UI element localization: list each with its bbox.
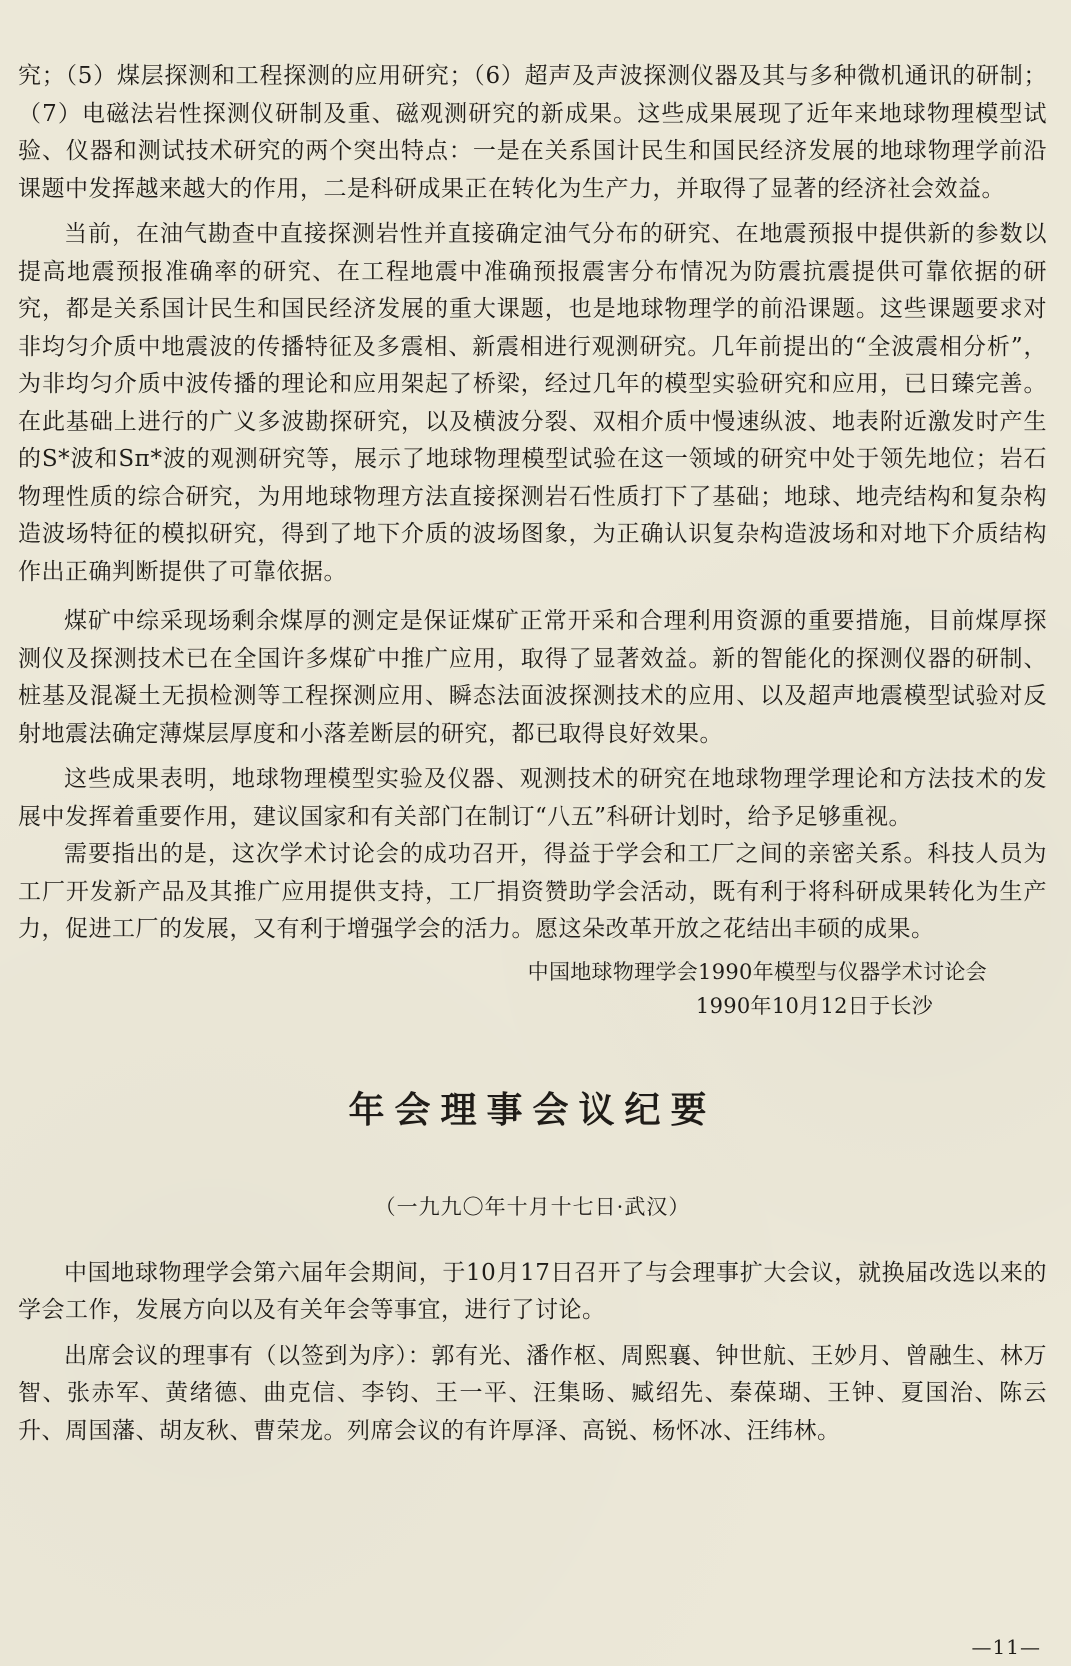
signature-date-place: 1990年10月12日于长沙 — [695, 993, 933, 1018]
paragraph-research-frontier: 当前，在油气勘查中直接探测岩性并直接确定油气分布的研究、在地震预报中提供新的参数以提高地震预报准确率的研究、在工程地震中准确预报震害分布情况为防震抗震提供可靠依据的研究，都是关系国计民生和国民经济发展的重大课题，也是地球物理学的前沿课题。这些课题要求对非均匀介质中地震波的传播特征及多震相、新震相进行观测研究。几年前提出的“全波震相分析”，为非均匀介质中波传播的理论和应用架起了桥梁，经过几年的模型实验研究和应用，已日臻完善。在此基础上进行的广义多波勘探研究，以及横波分裂、双相介质中慢速纵波、地表附近激发时产生的S*波和Sп*波的观测研究等，展示了地球物理模型试验在这一领域的研究中处于领先地位；岩石物理性质的综合研究，为用地球物理方法直接探测岩石性质打下了基础；地球、地壳结构和复杂构造波场特征的模拟研究，得到了地下介质的波场图象，为正确认识复杂构造波场和对地下介质结构作出正确判断提供了可靠依据。 — [18, 221, 1047, 585]
paragraph-conclusion: 这些成果表明，地球物理模型实验及仪器、观测技术的研究在地球物理学理论和方法技术的发展中发挥着重要作用，建议国家和有关部门在制订“八五”科研计划时，给予足够重视。 — [18, 766, 1047, 830]
section-paragraph-attendees: 出席会议的理事有（以签到为序）：郭有光、潘作枢、周熙襄、钟世航、王妙月、曾融生、林万智、张赤军、黄绪德、曲克信、李钧、王一平、汪集旸、臧绍先、秦葆瑚、王钟、夏国治、陈云升、周国藩、胡友秋、曹荣龙。列席会议的有许厚泽、高锐、杨怀冰、汪纬林。 — [18, 1342, 1047, 1444]
paragraph-coal-mining: 煤矿中综采现场剩余煤厚的测定是保证煤矿正常开采和合理利用资源的重要措施，目前煤厚探测仪及探测技术已在全国许多煤矿中推广应用，取得了显著效益。新的智能化的探测仪器的研制、桩基及混凝土无损检测等工程探测应用、瞬态法面波探测技术的应用、以及超声地震模型试验对反射地震法确定薄煤层厚度和小落差断层的研究，都已取得良好效果。 — [18, 608, 1047, 747]
page-number: —11— — [971, 1635, 1041, 1659]
section-subtitle: （一九九〇年十月十七日·武汉） — [374, 1194, 691, 1219]
section-paragraph-meeting: 中国地球物理学会第六届年会期间，于10月17日召开了与会理事扩大会议，就换届改选以来的学会工作，发展方向以及有关年会等事宜，进行了讨论。 — [18, 1259, 1047, 1323]
paragraph-continued: 究；（5）煤层探测和工程探测的应用研究；（6）超声及声波探测仪器及其与多种微机通讯的研制；（7）电磁法岩性探测仪研制及重、磁观测研究的新成果。这些成果展现了近年来地球物理模型试验、仪器和测试技术研究的两个突出特点：一是在关系国计民生和国民经济发展的地球物理学前沿课题中发挥越来越大的作用，二是科研成果正在转化为生产力，并取得了显著的经济社会效益。 — [18, 63, 1047, 202]
signature-organization: 中国地球物理学会1990年模型与仪器学术讨论会 — [527, 959, 987, 984]
section-title: 年会理事会议纪要 — [348, 1089, 717, 1131]
paragraph-note: 需要指出的是，这次学术讨论会的成功召开，得益于学会和工厂之间的亲密关系。科技人员为工厂开发新产品及其推广应用提供支持，工厂捐资赞助学会活动，既有利于将科研成果转化为生产力，促进工厂的发展，又有利于增强学会的活力。愿这朵改革开放之花结出丰硕的成果。 — [18, 841, 1047, 942]
signature-block — [18, 955, 1047, 1023]
